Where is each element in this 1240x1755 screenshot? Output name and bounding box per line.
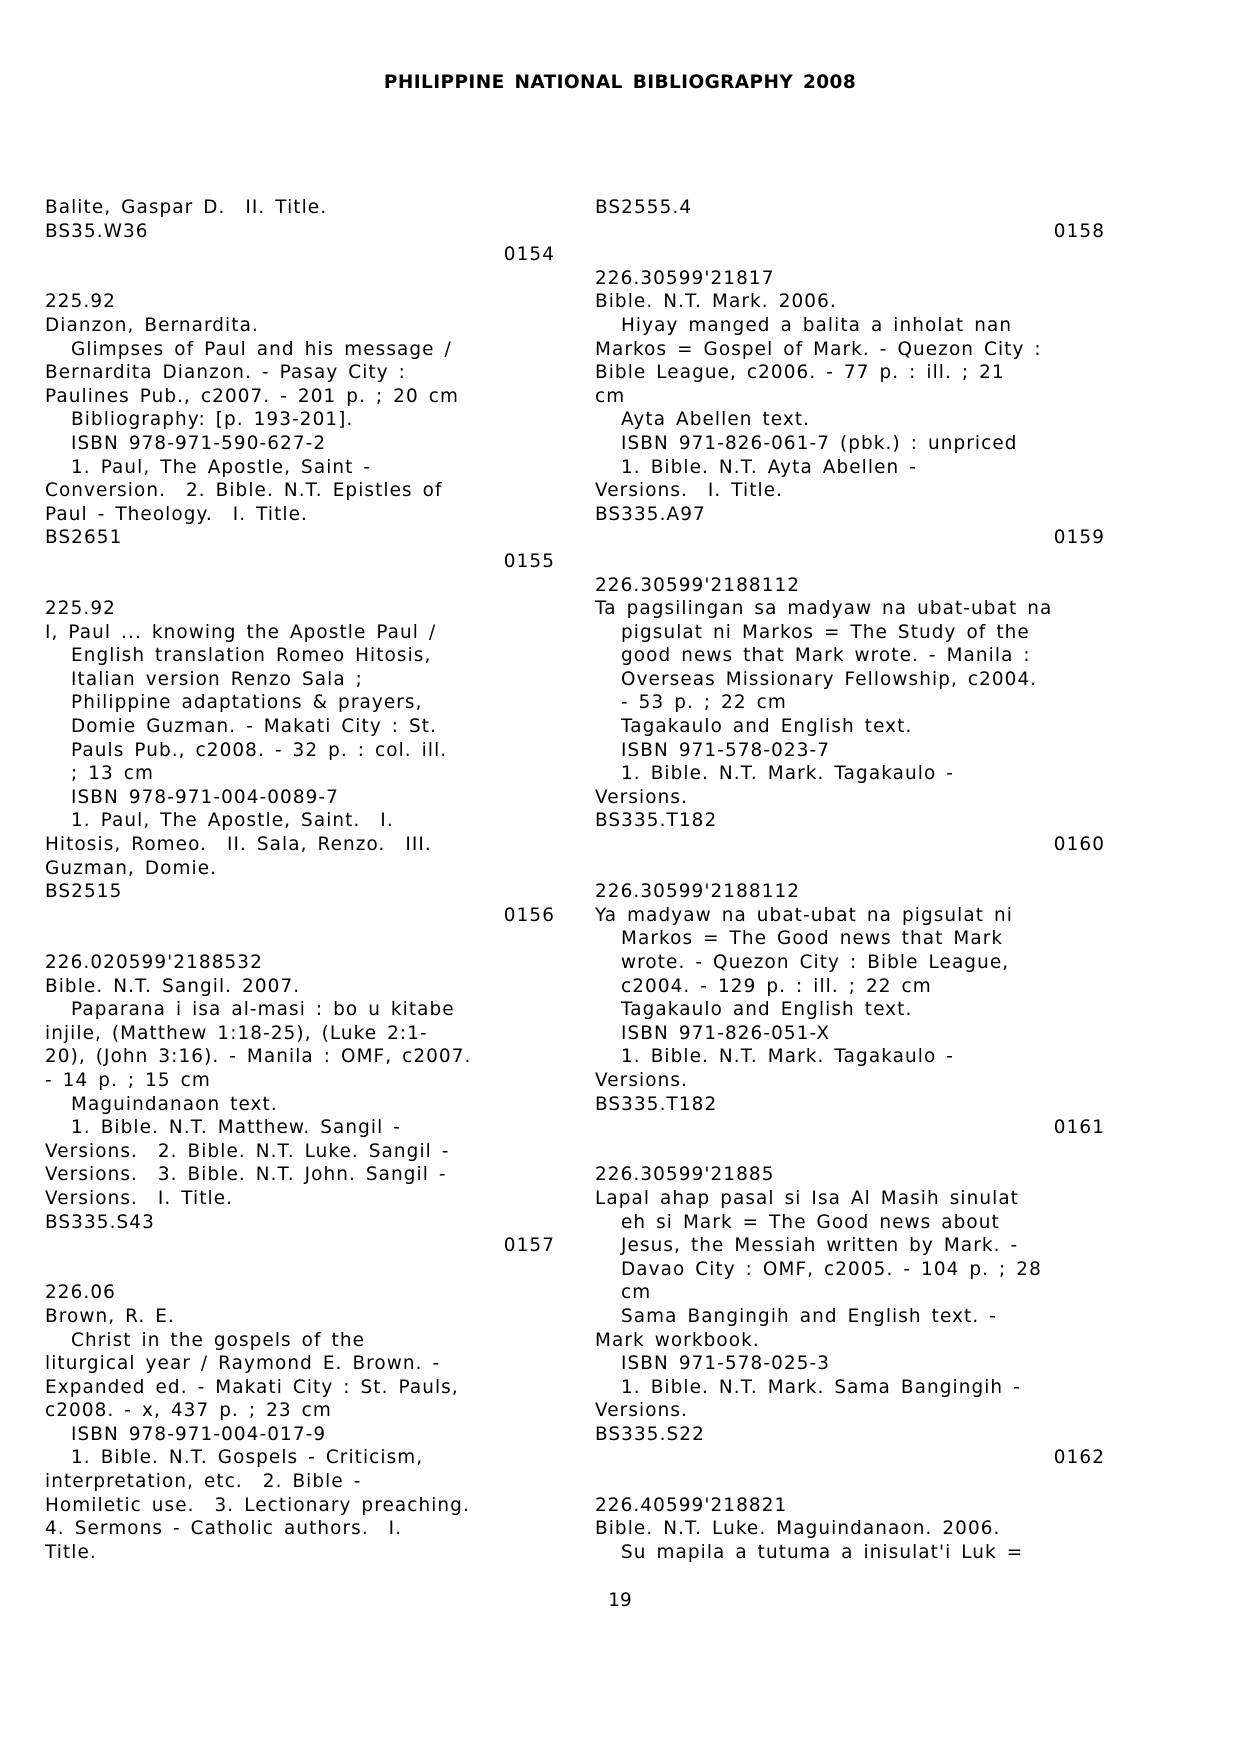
entry-number: 0160 (1053, 834, 1105, 856)
entry-line: Ya madyaw na ubat-ubat na pigsulat ni (595, 904, 1013, 926)
entry-line: 1. Paul, The Apostle, Saint. I. (71, 810, 394, 832)
entry-spacer (45, 1258, 555, 1282)
entry-spacer (45, 267, 555, 291)
entry-line: BS335.S43 (45, 1211, 155, 1233)
entry-line: Bernardita Dianzon. - Pasay City : (45, 362, 406, 384)
entry-line: 225.92 (45, 598, 116, 620)
entry-line: Markos = Gospel of Mark. - Quezon City : (595, 338, 1042, 360)
entry-line: Paulines Pub., c2007. - 201 p. ; 20 cm (45, 385, 459, 407)
entry-line: BS335.T182 (595, 810, 718, 832)
entry-line: BS2515 (45, 881, 123, 903)
entry-number: 0158 (1053, 220, 1105, 242)
entry-line: c2004. - 129 p. : ill. ; 22 cm (621, 975, 932, 997)
entry-number: 0157 (503, 1235, 555, 1257)
entry-line: 226.30599'21817 (595, 267, 775, 289)
left-column (45, 196, 555, 1564)
entry-line: good news that Mark wrote. - Manila : (621, 645, 1031, 667)
entry-line: I, Paul ... knowing the Apostle Paul / (45, 621, 437, 643)
entry-line: eh si Mark = The Good news about (621, 1211, 1000, 1233)
entry-number: 0155 (503, 550, 555, 572)
entry-line: Bible League, c2006. - 77 p. : ill. ; 21 (595, 362, 1005, 384)
entry-line: Hiyay manged a balita a inholat nan (621, 314, 1013, 336)
entry-line: Versions. 2. Bible. N.T. Luke. Sangil - (45, 1140, 450, 1162)
entry-line: wrote. - Quezon City : Bible League, (621, 952, 1010, 973)
entry-line: ISBN 971-578-025-3 (621, 1353, 831, 1375)
entry-line: Dianzon, Bernardita. (45, 314, 259, 336)
entry-line: ISBN 971-578-023-7 (621, 739, 831, 761)
entry-number: 0156 (503, 904, 555, 926)
entry-line: Bible. N.T. Mark. 2006. (595, 291, 837, 313)
entry-line: Lapal ahap pasal si Isa Al Masih sinulat (595, 1187, 1019, 1209)
entry-line: BS2651 (45, 527, 123, 549)
entry-line: - 53 p. ; 22 cm (621, 692, 787, 714)
entry-line: Italian version Renzo Sala ; (71, 668, 363, 690)
entry-line: Versions. (595, 1400, 688, 1422)
entry-line: Versions. I. Title. (595, 480, 784, 502)
entry-line: 226.30599'21885 (595, 1164, 775, 1186)
entry-number: 0154 (503, 244, 555, 266)
entry-line: 226.40599'218821 (595, 1494, 788, 1516)
entry-line: Versions. I. Title. (45, 1187, 234, 1209)
entry-line: BS2555.4 (595, 197, 693, 218)
entry-line: 1. Bible. N.T. Ayta Abellen - (621, 456, 917, 478)
entry-line: Tagakaulo and English text. (621, 716, 913, 738)
entry-line: 4. Sermons - Catholic authors. I. (45, 1518, 403, 1540)
entry-number: 0161 (1053, 1117, 1105, 1139)
entry-line: Ta pagsilingan sa madyaw na ubat-ubat na (595, 598, 1053, 620)
entry-line: BS335.S22 (595, 1423, 705, 1445)
entry-line: Expanded ed. - Makati City : St. Pauls, (45, 1376, 459, 1398)
entry-line: Paparana i isa al-masi : bo u kitabe (71, 999, 455, 1021)
entry-line: ; 13 cm (71, 763, 155, 785)
entry-line: 226.06 (45, 1282, 116, 1304)
entry-line: BS35.W36 (45, 220, 149, 242)
entry-line: injile, (Matthew 1:18-25), (Luke 2:1- (45, 1022, 428, 1044)
entry-line: Pauls Pub., c2008. - 32 p. : col. ill. (71, 739, 448, 761)
entry-line: Versions. (595, 1069, 688, 1091)
entry-line: Versions. (595, 786, 688, 808)
entry-line: pigsulat ni Markos = The Study of the (621, 621, 1030, 643)
entry-line: 226.30599'2188112 (595, 881, 801, 903)
entry-line: Su mapila a tutuma a inisulat'i Luk = (621, 1541, 1024, 1563)
entry-line: 1. Bible. N.T. Gospels - Criticism, (71, 1447, 424, 1469)
entry-line: Sama Bangingih and English text. - (621, 1305, 997, 1327)
entry-spacer (595, 857, 1105, 881)
right-column (595, 196, 1105, 1564)
entry-spacer (595, 550, 1105, 574)
entry-line: 226.020599'2188532 (45, 952, 263, 973)
entry-line: Christ in the gospels of the (71, 1329, 366, 1351)
entry-line: c2008. - x, 437 p. ; 23 cm (45, 1400, 332, 1422)
page-number: 19 (608, 1590, 632, 1611)
entry-line: 1. Bible. N.T. Mark. Tagakaulo - (621, 763, 954, 785)
entry-line: 1. Bible. N.T. Matthew. Sangil - (71, 1117, 401, 1139)
entry-number: 0162 (1053, 1447, 1105, 1469)
entry-line: 1. Paul, The Apostle, Saint - (71, 456, 372, 478)
entry-line: liturgical year / Raymond E. Brown. - (45, 1353, 441, 1375)
entry-line: ISBN 971-826-061-7 (pbk.) : unpriced (621, 432, 1018, 454)
entry-line: BS335.T182 (595, 1093, 718, 1115)
entry-line: 1. Bible. N.T. Mark. Tagakaulo - (621, 1046, 954, 1068)
entry-spacer (45, 574, 555, 598)
entry-line: ISBN 971-826-051-X (621, 1022, 831, 1044)
entry-line: 20), (John 3:16). - Manila : OMF, c2007. (45, 1046, 472, 1068)
entry-line: 225.92 (45, 291, 116, 313)
entry-line: Conversion. 2. Bible. N.T. Epistles of (45, 480, 443, 502)
entry-line: Title. (45, 1541, 97, 1563)
entry-line: Paul - Theology. I. Title. (45, 503, 308, 525)
entry-line: ISBN 978-971-004-017-9 (71, 1423, 327, 1445)
entry-spacer (45, 927, 555, 951)
entry-line: 1. Bible. N.T. Mark. Sama Bangingih - (621, 1376, 1021, 1398)
entry-line: ISBN 978-971-590-627-2 (71, 432, 327, 454)
entry-line: Mark workbook. (595, 1329, 760, 1351)
entry-line: Versions. 3. Bible. N.T. John. Sangil - (45, 1164, 447, 1186)
entry-line: Hitosis, Romeo. II. Sala, Renzo. III. (45, 834, 432, 856)
entry-line: Philippine adaptations & prayers, (71, 692, 423, 714)
entry-line: interpretation, etc. 2. Bible - (45, 1471, 362, 1493)
entry-line: Tagakaulo and English text. (621, 999, 913, 1021)
entry-line: Balite, Gaspar D. II. Title. (45, 197, 328, 218)
entry-line: cm (621, 1282, 652, 1304)
entry-line: Guzman, Domie. (45, 857, 218, 879)
entry-line: BS335.A97 (595, 503, 706, 525)
entry-line: Brown, R. E. (45, 1305, 175, 1327)
entry-spacer (595, 1140, 1105, 1164)
entry-line: Bible. N.T. Sangil. 2007. (45, 975, 301, 997)
page-title: PHILIPPINE NATIONAL BIBLIOGRAPHY 2008 (383, 72, 857, 93)
entry-line: Bibliography: [p. 193-201]. (71, 409, 354, 431)
entry-line: Davao City : OMF, c2005. - 104 p. ; 28 (621, 1258, 1042, 1280)
entry-line: English translation Romeo Hitosis, (71, 645, 432, 667)
entry-line: Maguindanaon text. (71, 1093, 278, 1115)
entry-line: Glimpses of Paul and his message / (71, 338, 452, 360)
entry-line: - 14 p. ; 15 cm (45, 1069, 211, 1091)
entry-line: Bible. N.T. Luke. Maguindanaon. 2006. (595, 1518, 1001, 1540)
entry-line: Overseas Missionary Fellowship, c2004. (621, 668, 1038, 690)
entry-spacer (595, 243, 1105, 267)
entry-line: 226.30599'2188112 (595, 574, 801, 596)
entry-line: Domie Guzman. - Makati City : St. (71, 716, 438, 738)
entry-spacer (595, 1470, 1105, 1494)
entry-line: Markos = The Good news that Mark (621, 928, 1004, 950)
entry-line: Ayta Abellen text. (621, 409, 811, 431)
entry-line: Homiletic use. 3. Lectionary preaching. (45, 1494, 470, 1516)
entry-number: 0159 (1053, 527, 1105, 549)
entry-line: Jesus, the Messiah written by Mark. - (621, 1235, 1019, 1257)
entry-line: cm (595, 385, 626, 407)
entry-line: ISBN 978-971-004-0089-7 (71, 786, 339, 808)
